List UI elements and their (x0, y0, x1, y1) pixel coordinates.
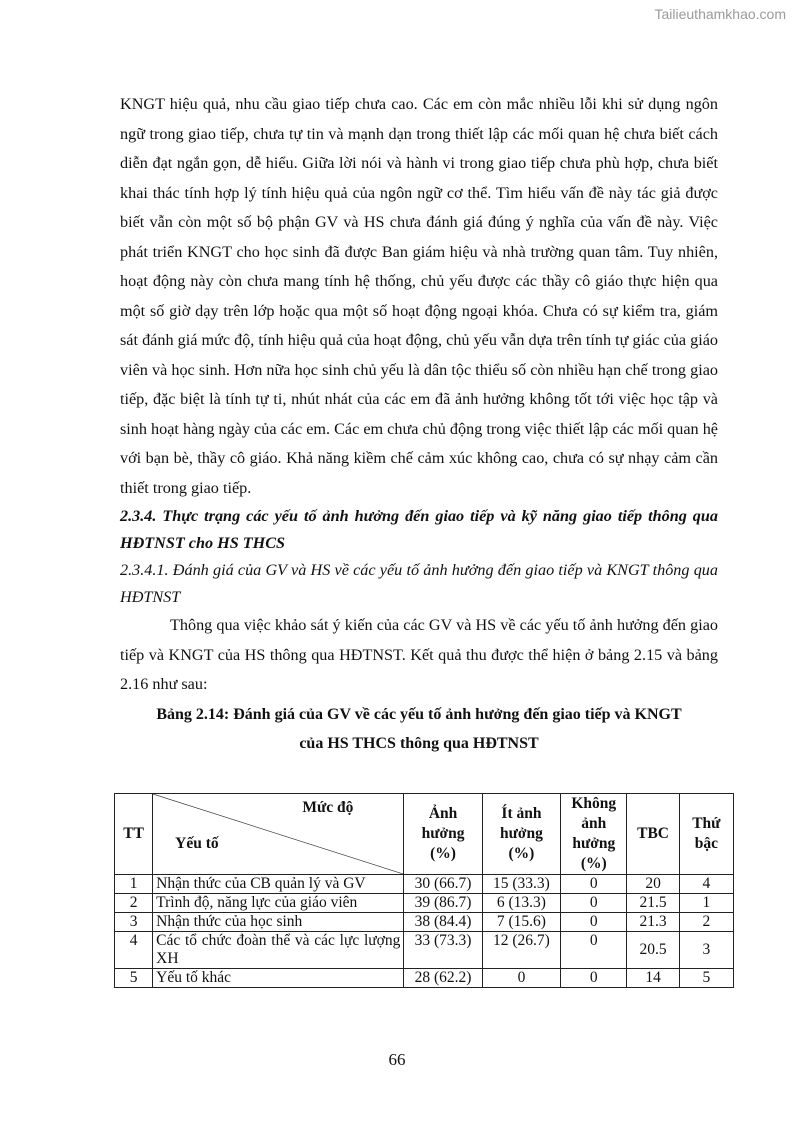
cell-factor: Các tổ chức đoàn thể và các lực lượng XH (153, 932, 404, 969)
cell-anh-huong: 28 (62.2) (404, 969, 482, 988)
cell-tbc: 21.3 (627, 913, 679, 932)
table-row (115, 969, 734, 988)
cell-anh-huong: 38 (84.4) (404, 913, 482, 932)
subsection-heading-2-3-4-1: 2.3.4.1. Đánh giá của GV và HS về các yếu tố ảnh hưởng đến giao tiếp và KNGT thông qua HĐTNST (120, 561, 718, 606)
cell-anh-huong: 33 (73.3) (404, 932, 482, 969)
header-diagonal-cell (153, 794, 404, 875)
cell-anh-huong: 39 (86.7) (404, 894, 482, 913)
cell-rank: 5 (679, 969, 733, 988)
cell-tt: 3 (115, 913, 153, 932)
header-yeu-to: Yếu tố (175, 835, 219, 852)
cell-tt: 5 (115, 969, 153, 988)
cell-tbc: 21.5 (627, 894, 679, 913)
header-tbc: TBC (627, 794, 679, 875)
table-row (115, 932, 734, 969)
header-muc-do: Mức độ (302, 799, 354, 816)
cell-it-anh-huong: 15 (33.3) (482, 875, 560, 894)
cell-it-anh-huong: 6 (13.3) (482, 894, 560, 913)
header-thu-bac: Thứ bậc (679, 794, 733, 875)
watermark: Tailieuthamkhao.com (654, 6, 786, 22)
cell-factor: Nhận thức của CB quản lý và GV (153, 875, 404, 894)
section-heading-2-3-4: 2.3.4. Thực trạng các yếu tố ảnh hưởng đến giao tiếp và kỹ năng giao tiếp thông qua HĐTNST cho HS THCS (120, 507, 718, 552)
cell-factor: Nhận thức của học sinh (153, 913, 404, 932)
paragraph-2: Thông qua việc khảo sát ý kiến của các GV và HS về các yếu tố ảnh hưởng đến giao tiếp và KNGT của HS thông qua HĐTNST. Kết quả thu được thể hiện ở bảng 2.15 và bảng 2.16 như sau: (120, 616, 718, 693)
header-khong-anh-huong: Không ảnh hưởng (%) (561, 794, 627, 875)
cell-tt: 4 (115, 932, 153, 969)
cell-anh-huong: 30 (66.7) (404, 875, 482, 894)
cell-khong-anh-huong: 0 (561, 894, 627, 913)
table-row (115, 875, 734, 894)
page-body (120, 90, 718, 758)
paragraph-1: KNGT hiệu quả, nhu cầu giao tiếp chưa cao. Các em còn mắc nhiều lỗi khi sử dụng ngôn ngữ trong giao tiếp, chưa tự tin và mạnh dạn trong thiết lập các mối quan hệ chưa biết cách diễn đạt ngắn gọn, dễ hiểu. Giữa lời nói và hành vi trong giao tiếp chưa phù hợp, chưa biết khai thác tính hợp lý tính hiệu quả của ngôn ngữ cơ thể. Tìm hiểu vấn đề này tác giả được biết vẫn còn một số bộ phận GV và HS chưa đánh giá đúng ý nghĩa của vấn đề này. Việc phát triển KNGT cho học sinh đã được Ban giám hiệu và nhà trường quan tâm. Tuy nhiên, hoạt động này còn chưa mang tính hệ thống, chủ yếu được các thầy cô giáo thực hiện qua một số giờ dạy trên lớp hoặc qua một số hoạt động ngoại khóa. Chưa có sự kiểm tra, giám sát đánh giá mức độ, tính hiệu quả của hoạt động, chủ yếu vẫn dựa trên tính tự giác của giáo viên và học sinh. Hơn nữa học sinh chủ yếu là dân tộc thiểu số còn nhiều hạn chế trong giao tiếp, đặc biệt là tính tự ti, nhút nhát của các em đã ảnh hưởng không tốt tới việc học tập và sinh hoạt hàng ngày của các em. Các em chưa chủ động trong việc thiết lập các mối quan hệ với bạn bè, thầy cô giáo. Khả năng kiềm chế cảm xúc không cao, chưa có sự nhạy cảm cần thiết trong giao tiếp. (120, 95, 718, 497)
cell-tt: 1 (115, 875, 153, 894)
factors-table (114, 793, 734, 988)
cell-it-anh-huong: 12 (26.7) (482, 932, 560, 969)
cell-rank: 3 (679, 932, 733, 969)
header-tt: TT (115, 794, 153, 875)
table-row (115, 913, 734, 932)
cell-tbc: 20.5 (627, 932, 679, 969)
cell-rank: 4 (679, 875, 733, 894)
table-header-row (115, 794, 734, 875)
cell-khong-anh-huong: 0 (561, 875, 627, 894)
table-caption-line-2: của HS THCS thông qua HĐTNST (299, 734, 539, 752)
cell-khong-anh-huong: 0 (561, 913, 627, 932)
header-anh-huong: Ảnh hưởng (%) (404, 794, 482, 875)
cell-khong-anh-huong: 0 (561, 932, 627, 969)
cell-rank: 2 (679, 913, 733, 932)
page-number: 66 (388, 1050, 406, 1069)
table-row (115, 894, 734, 913)
table-caption-line-1: Bảng 2.14: Đánh giá của GV về các yếu tố ảnh hưởng đến giao tiếp và KNGT (156, 705, 682, 723)
cell-tbc: 14 (627, 969, 679, 988)
cell-factor: Yếu tố khác (153, 969, 404, 988)
cell-tbc: 20 (627, 875, 679, 894)
cell-factor: Trình độ, năng lực của giáo viên (153, 894, 404, 913)
cell-it-anh-huong: 7 (15.6) (482, 913, 560, 932)
cell-rank: 1 (679, 894, 733, 913)
header-it-anh-huong: Ít ảnh hưởng (%) (482, 794, 560, 875)
cell-khong-anh-huong: 0 (561, 969, 627, 988)
cell-it-anh-huong: 0 (482, 969, 560, 988)
cell-tt: 2 (115, 894, 153, 913)
